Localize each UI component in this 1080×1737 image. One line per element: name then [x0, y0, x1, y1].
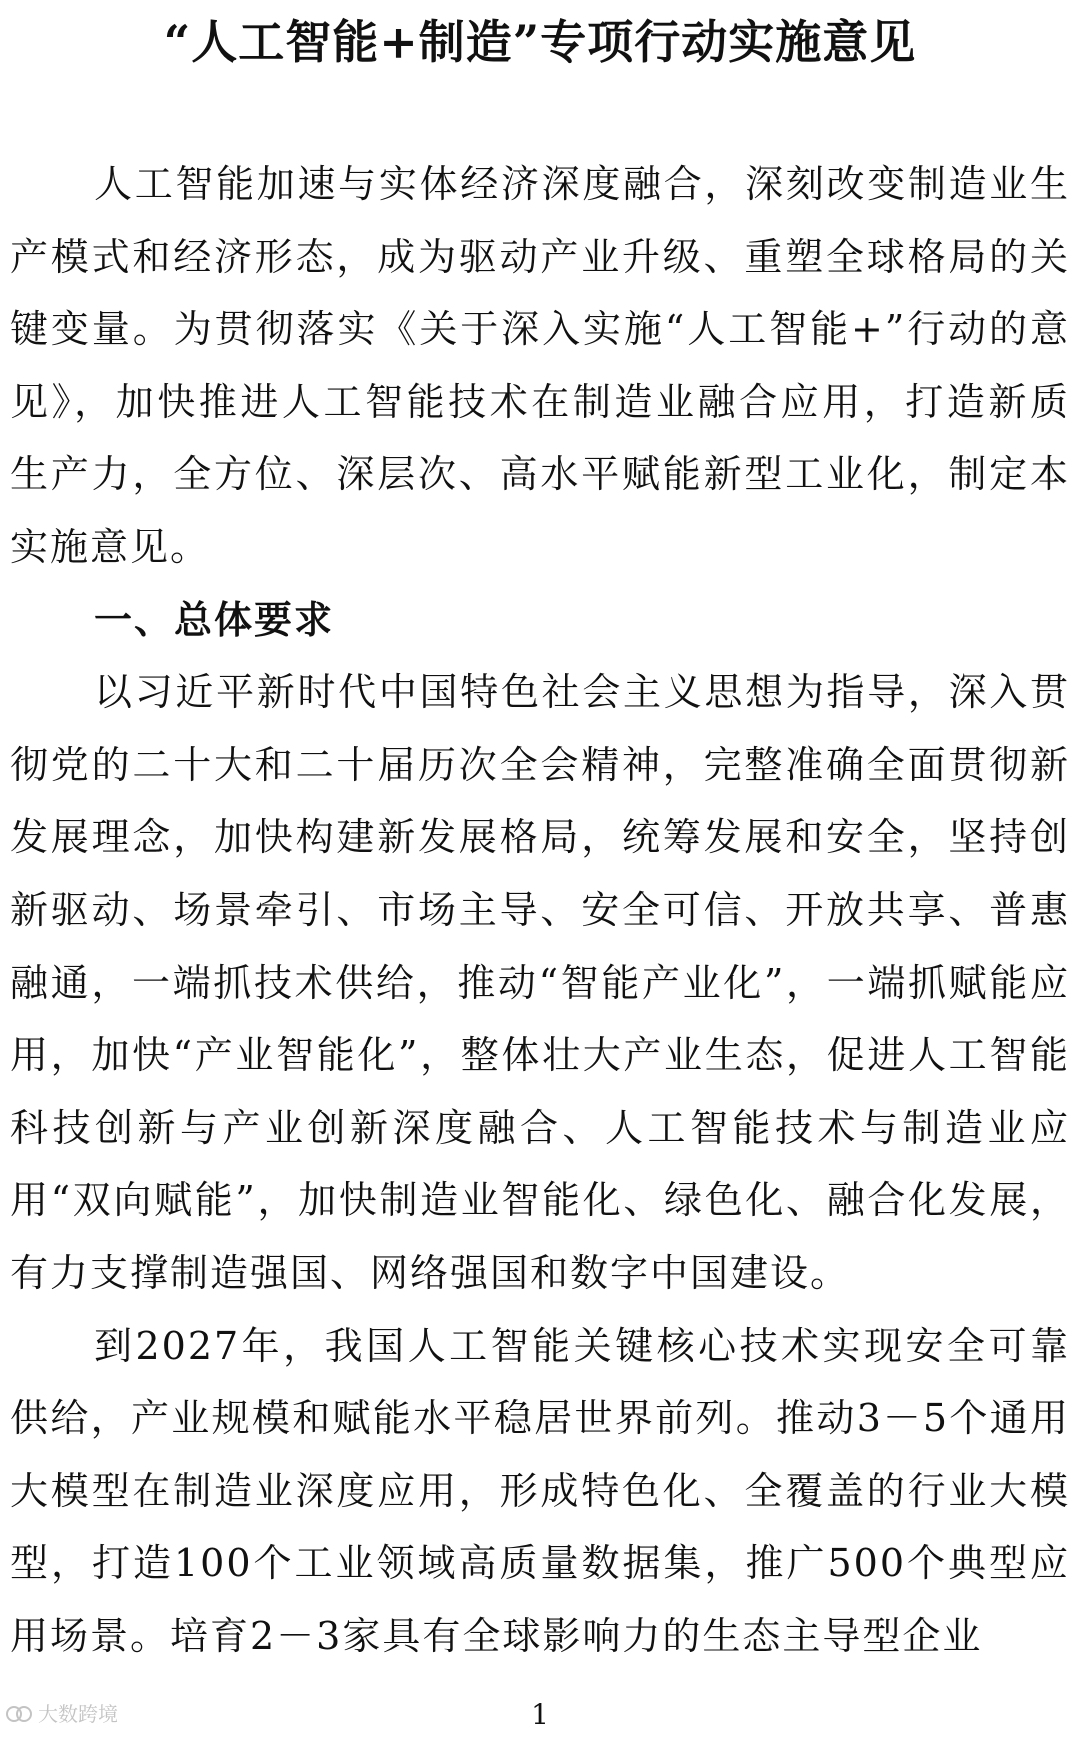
section-heading-general-requirements: 一、总体要求: [94, 597, 335, 642]
guiding-principles-paragraph: 以习近平新时代中国特色社会主义思想为指导，深入贯彻党的二十大和二十届历次全会精神，完整准确全面贯彻新发展理念，加快构建新发展格局，统筹发展和安全，坚持创新驱动、场景牵引、市场主导、安全可信、开放共享、普惠融通，一端抓技术供给，推动“智能产业化”，一端抓赋能应用，加快“产业智能化”，整体壮大产业生态，促进人工智能科技创新与产业创新深度融合、人工智能技术与制造业应用“双向赋能”，加快制造业智能化、绿色化、融合化发展，有力支撑制造强国、网络强国和数字中国建设。: [10, 670, 1070, 1295]
document-body: [10, 148, 1070, 1672]
intro-paragraph: 人工智能加速与实体经济深度融合，深刻改变制造业生产模式和经济形态，成为驱动产业升级、重塑全球格局的关键变量。为贯彻落实《关于深入实施“人工智能+”行动的意见》，加快推进人工智能技术在制造业融合应用，打造新质生产力，全方位、深层次、高水平赋能新型工业化，制定本实施意见。: [10, 162, 1070, 569]
document-title: “人工智能+制造”专项行动实施意见: [163, 15, 917, 69]
page-number: 1: [531, 1698, 549, 1731]
watermark-text: 大数跨境: [38, 1702, 118, 1726]
goals-2027-paragraph: 到2027年，我国人工智能关键核心技术实现安全可靠供给，产业规模和赋能水平稳居世界前列。推动3－5个通用大模型在制造业深度应用，形成特色化、全覆盖的行业大模型，打造100个工业领域高质量数据集，推广500个典型应用场景。培育2－3家具有全球影响力的生态主导型企业: [10, 1323, 1070, 1658]
